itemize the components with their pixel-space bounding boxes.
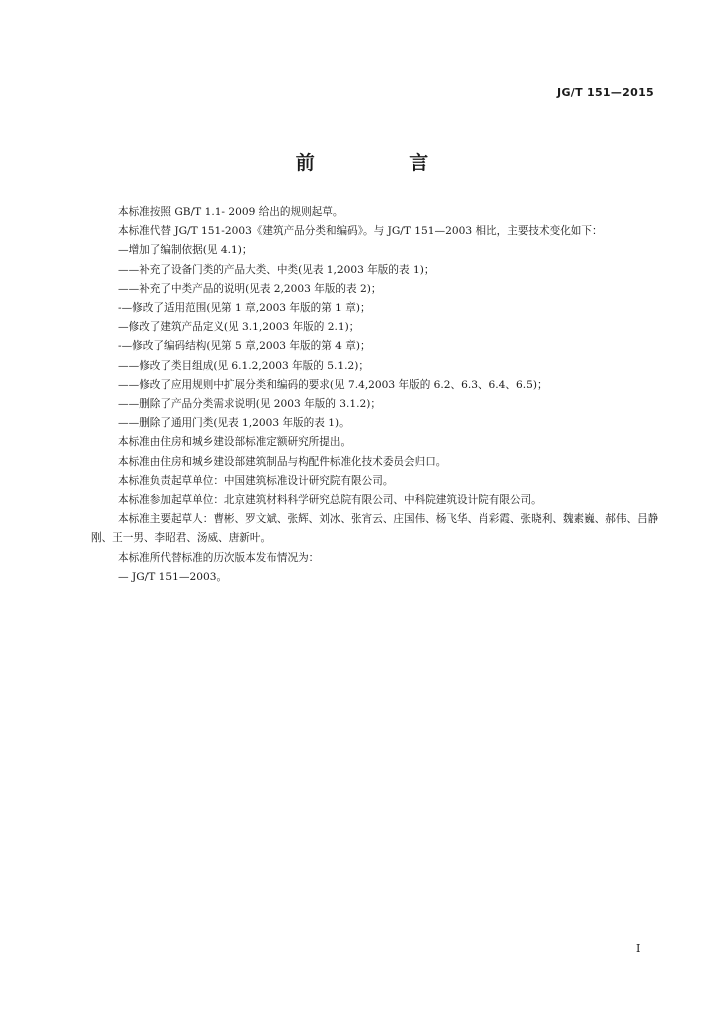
change-item: —增加了编制依据(见 4.1)；	[118, 244, 253, 257]
paragraph-version-history: 本标准所代替标准的历次版本发布情况为：	[118, 551, 320, 564]
change-item: -—修改了适用范围(见第 1 章,2003 年版的第 1 章)；	[118, 302, 371, 315]
paragraph-proposer: 本标准由住房和城乡建设部标准定额研究所提出。	[118, 436, 352, 449]
standard-code: JG/T 151—2015	[557, 86, 654, 99]
change-item: ——删除了通用门类(见表 1,2003 年版的表 1)。	[118, 417, 350, 430]
change-item: -—修改了编码结构(见第 5 章,2003 年版的第 4 章)；	[118, 340, 371, 353]
change-item: —修改了建筑产品定义(见 3.1,2003 年版的 2.1)；	[118, 321, 360, 334]
change-item: ——修改了应用规则中扩展分类和编码的要求(见 7.4,2003 年版的 6.2、6.3、6.4、6.5)；	[118, 378, 548, 391]
page-title: 前 言	[295, 152, 473, 174]
page-number: I	[636, 942, 641, 955]
foreword-body	[91, 203, 666, 587]
paragraph-main-drafters: 本标准主要起草人：曹彬、罗文斌、张辉、刘冰、张宵云、庄国伟、杨飞华、肖彩霞、张晓利、魏素巍、郝伟、吕静刚、王一男、李昭君、汤威、唐新叶。	[91, 513, 659, 545]
change-item: ——补充了设备门类的产品大类、中类(见表 1,2003 年版的表 1)；	[118, 263, 435, 276]
paragraph-replacement: 本标准代替 JG/T 151-2003《建筑产品分类和编码》。与 JG/T 151—2003 相比，主要技术变化如下：	[118, 225, 603, 238]
paragraph-drafting-rule: 本标准按照 GB/T 1.1- 2009 给出的规则起草。	[118, 206, 344, 218]
change-item: ——删除了产品分类需求说明(见 2003 年版的 3.1.2)；	[118, 398, 381, 411]
change-item: ——修改了类目组成(见 6.1.2,2003 年版的 5.1.2)；	[118, 359, 369, 372]
change-item: ——补充了中类产品的说明(见表 2,2003 年版的表 2)；	[118, 282, 382, 295]
history-item: — JG/T 151—2003。	[118, 570, 228, 583]
paragraph-lead-drafter: 本标准负责起草单位：中国建筑标准设计研究院有限公司。	[118, 474, 394, 487]
paragraph-committee: 本标准由住房和城乡建设部建筑制品与构配件标准化技术委员会归口。	[118, 455, 447, 468]
paragraph-participating-drafters: 本标准参加起草单位：北京建筑材料科学研究总院有限公司、中科院建筑设计院有限公司。	[118, 494, 542, 507]
